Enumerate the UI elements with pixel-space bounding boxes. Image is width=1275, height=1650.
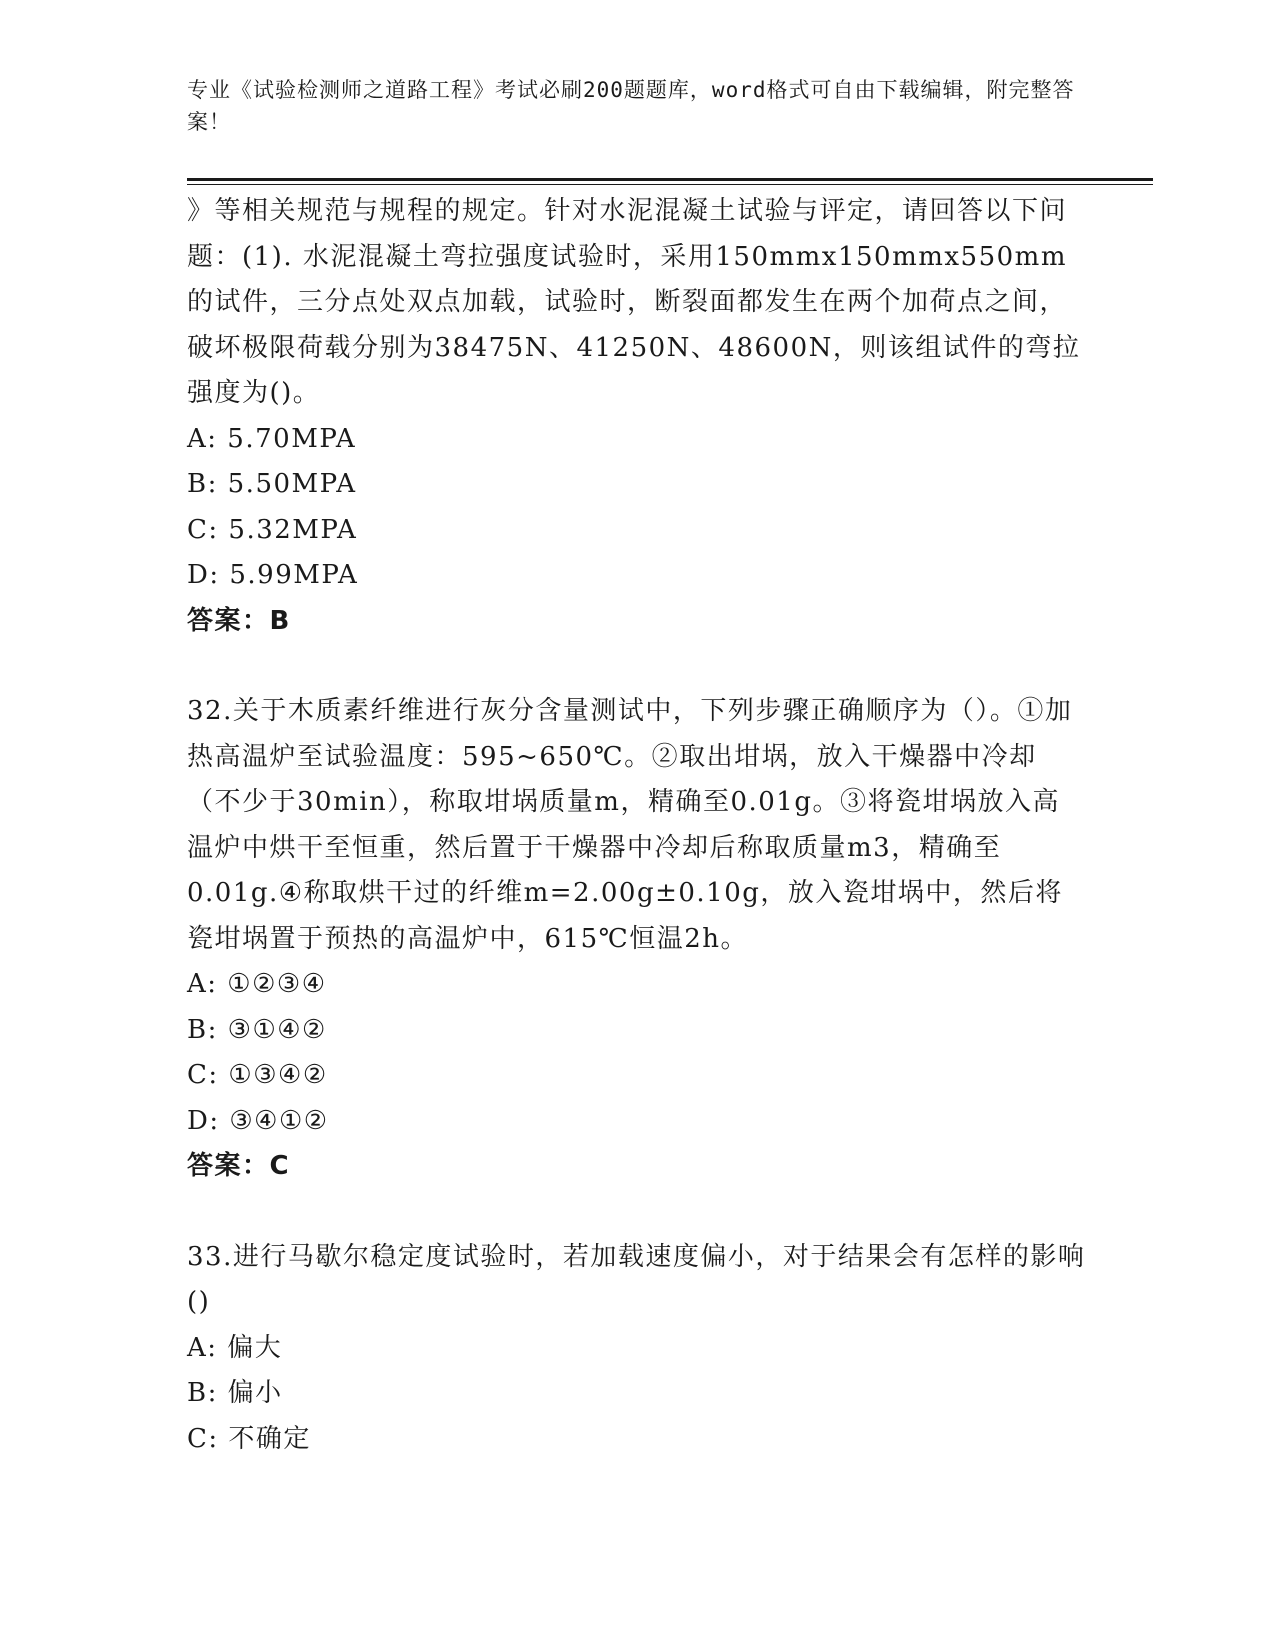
answer-line: 答案：C (187, 1151, 291, 1181)
option-c: C: 5.32MPA (187, 514, 358, 545)
option-c: C: ①③④② (187, 1060, 328, 1090)
question-stem: 》等相关规范与规程的规定。针对水泥混凝土试验与评定，请回答以下问题：(1). 水泥混凝土弯拉强度试验时，采用150mmx150mmx550mm的试件，三分点处双点加载，试验时，断裂面都发生在两个加荷点之间，破坏极限荷载分别为38475N、41250N、48600N，则该组试件的弯拉强度为()。 (187, 196, 1081, 408)
question-stem: 32.关于木质素纤维进行灰分含量测试中，下列步骤正确顺序为（）。①加热高温炉至试验温度：595~650℃。②取出坩埚，放入干燥器中冷却（不少于30min），称取坩埚质量m，精确至0.01g。③将瓷坩埚放入高温炉中烘干至恒重，然后置于干燥器中冷却后称取质量m3，精确至0.01g.④称取烘干过的纤维m=2.00g±0.10g，放入瓷坩埚中，然后将瓷坩埚置于预热的高温炉中，615℃恒温2h。 (187, 696, 1073, 954)
header-divider-thin (187, 184, 1153, 185)
spacer (187, 1190, 1087, 1235)
question-block (187, 189, 1087, 644)
document-header: 专业《试验检测师之道路工程》考试必刷200题题库，word格式可自由下载编辑，附完整答案！ (187, 78, 1075, 134)
option-a: A: 5.70MPA (187, 423, 357, 454)
option-c: C: 不确定 (187, 1423, 311, 1454)
header-divider-thick (187, 178, 1153, 181)
option-b: B: 5.50MPA (187, 469, 357, 499)
question-stem: 33.进行马歇尔稳定度试验时，若加载速度偏小，对于结果会有怎样的影响() (187, 1241, 1086, 1317)
option-b: B: ③①④② (187, 1014, 327, 1045)
option-a: A: 偏大 (187, 1332, 283, 1363)
question-list (187, 189, 1087, 1462)
option-d: D: 5.99MPA (187, 560, 359, 590)
answer-line: 答案：B (187, 605, 291, 636)
option-d: D: ③④①② (187, 1105, 329, 1136)
question-block (187, 1235, 1087, 1463)
spacer (187, 644, 1087, 689)
option-b: B: 偏小 (187, 1378, 283, 1408)
question-block (187, 689, 1087, 1190)
option-a: A: ①②③④ (187, 969, 327, 999)
